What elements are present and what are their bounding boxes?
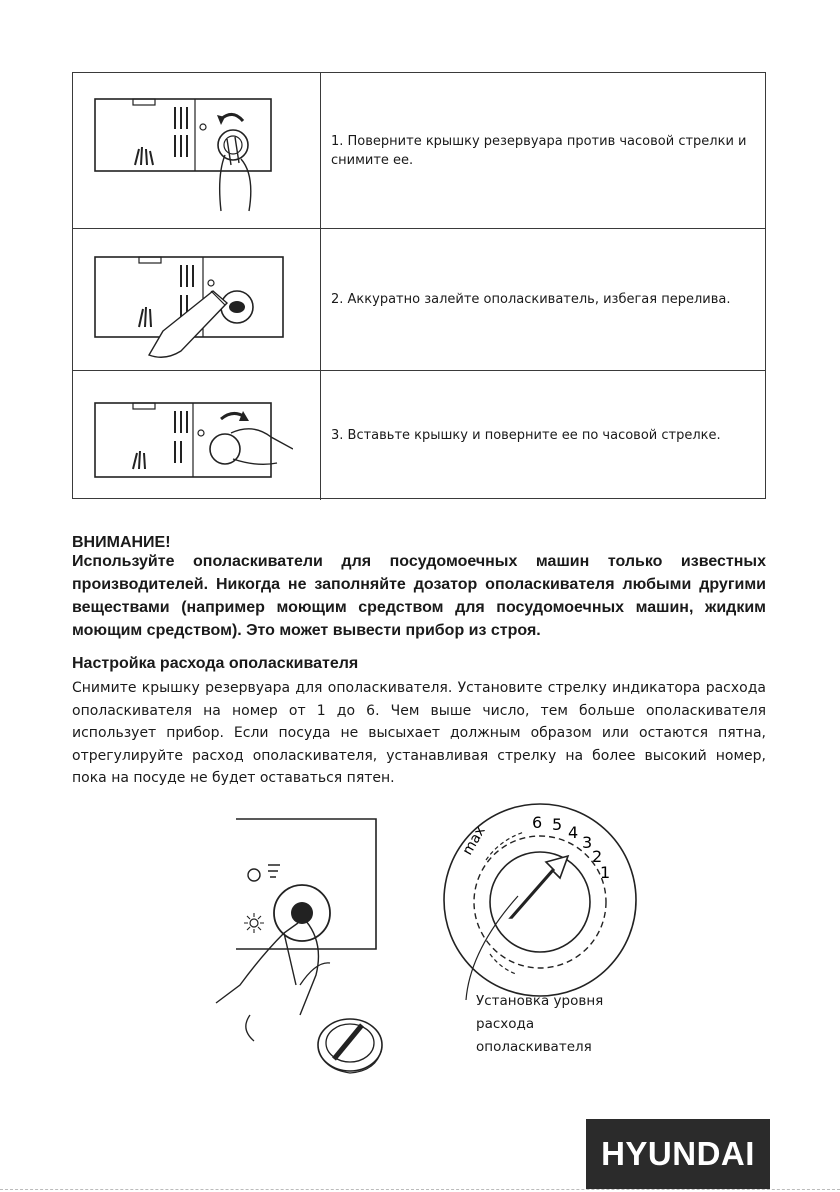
dial-number-3: 3 [582,833,593,852]
step-1-image [73,73,321,228]
instruction-table [72,72,766,499]
dial-number-5: 5 [552,815,563,834]
dial-max-label: max [459,823,489,858]
dispenser-close-cap-illustration [93,393,293,511]
dial-number-6: 6 [532,813,543,832]
dispenser-remove-cap-illustration [93,95,293,213]
dial-number-4: 4 [568,823,579,842]
dial-caption-line-1: Установка уровня [476,993,604,1009]
step-row-3 [73,370,765,500]
step-row-2 [73,228,765,370]
step-3-text: 3. Вставьте крышку и поверните ее по часовой стрелке. [331,428,721,443]
dial-caption [476,990,603,1059]
warning-body: Используйте ополаскиватели для посудомоечных машин только известных производителей. Никогда не заполняйте дозатор ополаскивателя любыми другими веществами (например моющим средством для посудомоечных машин, жидким моющим средством). Это может вывести прибор из строя. [72,553,766,639]
dial-caption-line-3: ополаскивателя [476,1039,592,1055]
warning-title: ВНИМАНИЕ! [72,534,171,551]
dosage-dial-illustration [440,800,640,1000]
dial-number-1: 1 [600,863,611,882]
step-3-image [73,371,321,500]
settings-body: Снимите крышку резервуара для ополаскивателя. Установите стрелку индикатора расхода ополаскивателя на номер от 1 до 6. Чем выше число, тем больше ополаскивателя использует прибор. Если посуда не высыхает должным образом или остаются пятна, отрегулируйте расход ополаскивателя, устанавливая стрелку на более высокий номер, пока на посуде не будет оставаться пятен. [72,680,766,786]
dispenser-fill-rinse-aid-illustration [93,251,293,369]
step-1-text: 1. Поверните крышку резервуара против часовой стрелки и снимите ее. [331,133,747,168]
settings-title: Настройка расхода ополаскивателя [72,655,359,672]
step-2-text: 2. Аккуратно залейте ополаскиватель, избегая перелива. [331,292,731,307]
page-bottom-divider [0,1189,840,1190]
brand-logo: HYUNDAI [586,1119,770,1189]
dispenser-hand-illustration [210,815,400,1075]
step-row-1 [73,73,765,228]
step-2-image [73,229,321,370]
dial-number-2: 2 [592,847,603,866]
cap-illustration [318,1019,382,1073]
dial-caption-line-2: расхода [476,1016,535,1032]
sun-icon [244,913,264,933]
